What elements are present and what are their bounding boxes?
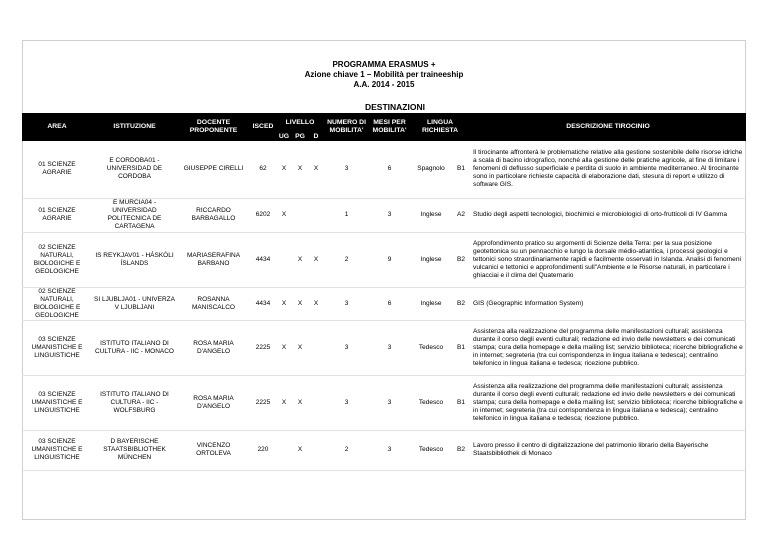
cell-lingua: Inglese (410, 198, 452, 232)
header-d: D (308, 133, 324, 141)
cell-pg: X (292, 375, 308, 430)
cell-lingua: Inglese (410, 232, 452, 287)
cell-ug: X (276, 320, 292, 375)
cell-descrizione: Approfondimento pratico su argomenti di Scienze della Terra: per la sua posizione geotettonica su un pennacchio e lungo la dorsale médio-atlantica, i processi geologici e tettonici sono straordinariamente rapidi e facilmente osservati in Islanda. Analisi di fenomeni vulcanici e tettonici e approfondimenti sull"Ambiente e le Risorse naturali, in particolare i ghiacciai e il clima del Quaternario (470, 232, 746, 287)
cell-istituzione: E CORDOBA01 - UNIVERSIDAD DE CORDOBA (92, 141, 177, 198)
cell-numero: 3 (324, 287, 369, 320)
cell-ug: X (276, 287, 292, 320)
cell-pg (292, 198, 308, 232)
header-lingua: LINGUA RICHIESTA (410, 113, 470, 141)
cell-lingua: Inglese (410, 287, 452, 320)
cell-lingua: Tedesco (410, 375, 452, 430)
cell-ug: X (276, 198, 292, 232)
title-line-3: A.A. 2014 - 2015 (353, 80, 415, 89)
cell-area: 03 SCIENZE UMANISTICHE E LINGUISTICHE (22, 375, 92, 430)
cell-descrizione: Assistenza alla realizzazione del programma delle manifestazioni culturali; assistenza durante il corso degli eventi culturali; redazione ed invio delle newsletters e dei comunicati stampa; cura della homepage e della mailing list; servizio biblioteca; ricerche bibliografiche e in internet; segreteria (tra cui corrispondenza in lingua italiana e tedesca); centralino telefonico in lingua italiana e tedesca; ricezione pubblico. (470, 375, 746, 430)
cell-numero: 3 (324, 375, 369, 430)
cell-numero: 1 (324, 198, 369, 232)
cell-isced: 6202 (250, 198, 276, 232)
table-row (22, 375, 746, 430)
cell-docente: ROSA MARIA D'ANGELO (177, 320, 250, 375)
header-livello: LIVELLO (276, 113, 324, 133)
cell-area: 01 SCIENZE AGRARIE (22, 141, 92, 198)
cell-docente: ROSANNA MANISCALCO (177, 287, 250, 320)
cell-mesi: 3 (369, 198, 410, 232)
cell-lingua: Spagnolo (410, 141, 452, 198)
cell-istituzione: D BAYERISCHE STAATSBIBLIOTHEK MÜNCHEN (92, 430, 177, 470)
cell-istituzione: ISTITUTO ITALIANO DI CULTURA - IIC - MONACO (92, 320, 177, 375)
cell-numero: 3 (324, 141, 369, 198)
header-pg: PG (292, 133, 308, 141)
cell-livello-lingua: A2 (452, 198, 470, 232)
cell-istituzione: SI LJUBLJA01 - UNIVERZA V LJUBLJANI (92, 287, 177, 320)
cell-isced: 62 (250, 141, 276, 198)
document-title (0, 60, 768, 90)
cell-d (308, 430, 324, 470)
cell-ug: X (276, 141, 292, 198)
cell-istituzione: E MURCIA04 - UNIVERSIDAD POLITECNICA DE CARTAGENA (92, 198, 177, 232)
header-docente: DOCENTE PROPONENTE (177, 113, 250, 141)
cell-pg: X (292, 430, 308, 470)
cell-livello-lingua: B1 (452, 141, 470, 198)
cell-mesi: 9 (369, 232, 410, 287)
cell-lingua: Tedesco (410, 320, 452, 375)
header-descrizione: DESCRIZIONE TIROCINIO (470, 113, 746, 141)
cell-pg: X (292, 141, 308, 198)
cell-docente: VINCENZO ORTOLEVA (177, 430, 250, 470)
cell-livello-lingua: B2 (452, 287, 470, 320)
table-row (22, 198, 746, 232)
cell-lingua: Tedesco (410, 430, 452, 470)
cell-d (308, 375, 324, 430)
header-numero: NUMERO DI MOBILITA' (324, 113, 369, 141)
cell-descrizione: Studio degli aspetti tecnologici, biochimici e microbiologici di orto-frutticoli di IV Gamma (470, 198, 746, 232)
cell-descrizione: Lavoro presso il centro di digitalizzazione del patrimonio librario della Bayerische Staatsbibliothek di Monaco (470, 430, 746, 470)
header-isced: ISCED (250, 113, 276, 141)
table-row (22, 320, 746, 375)
traineeship-table (22, 113, 746, 471)
cell-livello-lingua: B1 (452, 375, 470, 430)
cell-d (308, 320, 324, 375)
cell-area: 03 SCIENZE UMANISTICHE E LINGUISTICHE (22, 430, 92, 470)
cell-numero: 2 (324, 430, 369, 470)
cell-descrizione: Il tirocinante affronterà le problematiche relative alla gestione sostenibile delle risorse idriche a scala di bacino idrografico, nonché alla gestione delle pratiche agricole, al fine di limitare i fenomeni di deflusso superficiale e perdita di suolo in ambiente mediterraneo. Al tirocinante sono in particolare richieste capacità di elaborazione dati, stesura di report e utilizzo di software GIS. (470, 141, 746, 198)
cell-pg: X (292, 287, 308, 320)
cell-d (308, 198, 324, 232)
cell-pg: X (292, 320, 308, 375)
cell-istituzione: ISTITUTO ITALIANO DI CULTURA - IIC - WOLFSBURG (92, 375, 177, 430)
cell-livello-lingua: B2 (452, 430, 470, 470)
header-ug: UG (276, 133, 292, 141)
cell-d: X (308, 141, 324, 198)
table-row (22, 141, 746, 198)
cell-livello-lingua: B1 (452, 320, 470, 375)
cell-isced: 2225 (250, 375, 276, 430)
table-row (22, 430, 746, 470)
header-area: AREA (22, 113, 92, 141)
cell-docente: GIUSEPPE CIRELLI (177, 141, 250, 198)
cell-mesi: 6 (369, 287, 410, 320)
header-istituzione: ISTITUZIONE (92, 113, 177, 141)
cell-ug (276, 430, 292, 470)
table-row (22, 232, 746, 287)
cell-isced: 2225 (250, 320, 276, 375)
cell-isced: 220 (250, 430, 276, 470)
cell-mesi: 3 (369, 430, 410, 470)
cell-livello-lingua: B2 (452, 232, 470, 287)
header-mesi: MESI PER MOBILITA' (369, 113, 410, 141)
title-line-1: PROGRAMMA ERASMUS + (332, 60, 436, 69)
cell-isced: 4434 (250, 287, 276, 320)
cell-docente: MARIASERAFINA BARBANO (177, 232, 250, 287)
cell-descrizione: Assistenza alla realizzazione del programma delle manifestazioni culturali; assistenza durante il corso degli eventi culturali; redazione ed invio delle newsletters e dei comunicati stampa; cura della homepage e della mailing list; servizio biblioteca; ricerche bibliografiche e in internet; segreteria (tra cui corrispondenza in lingua italiana e tedesca); centralino telefonico in lingua italiana e tedesca; ricezione pubblico. (470, 320, 746, 375)
cell-numero: 2 (324, 232, 369, 287)
cell-docente: RICCARDO BARBAGALLO (177, 198, 250, 232)
cell-pg: X (292, 232, 308, 287)
cell-area: 02 SCIENZE NATURALI, BIOLOGICHE E GEOLOGICHE (22, 287, 92, 320)
cell-docente: ROSA MARIA D'ANGELO (177, 375, 250, 430)
cell-numero: 3 (324, 320, 369, 375)
title-line-2: Azione chiave 1 – Mobilità per traineeship (304, 70, 464, 79)
cell-area: 03 SCIENZE UMANISTICHE E LINGUISTICHE (22, 320, 92, 375)
cell-d: X (308, 232, 324, 287)
cell-mesi: 6 (369, 141, 410, 198)
cell-mesi: 3 (369, 375, 410, 430)
cell-area: 01 SCIENZE AGRARIE (22, 198, 92, 232)
cell-mesi: 3 (369, 320, 410, 375)
cell-area: 02 SCIENZE NATURALI, BIOLOGICHE E GEOLOGICHE (22, 232, 92, 287)
cell-ug (276, 232, 292, 287)
cell-isced: 4434 (250, 232, 276, 287)
cell-ug: X (276, 375, 292, 430)
cell-descrizione: GIS (Geographic Information System) (470, 287, 746, 320)
cell-d: X (308, 287, 324, 320)
cell-istituzione: IS REYKJAV01 - HÁSKÓLI ÍSLANDS (92, 232, 177, 287)
destinazioni-label: DESTINAZIONI (365, 102, 425, 112)
table-row (22, 287, 746, 320)
